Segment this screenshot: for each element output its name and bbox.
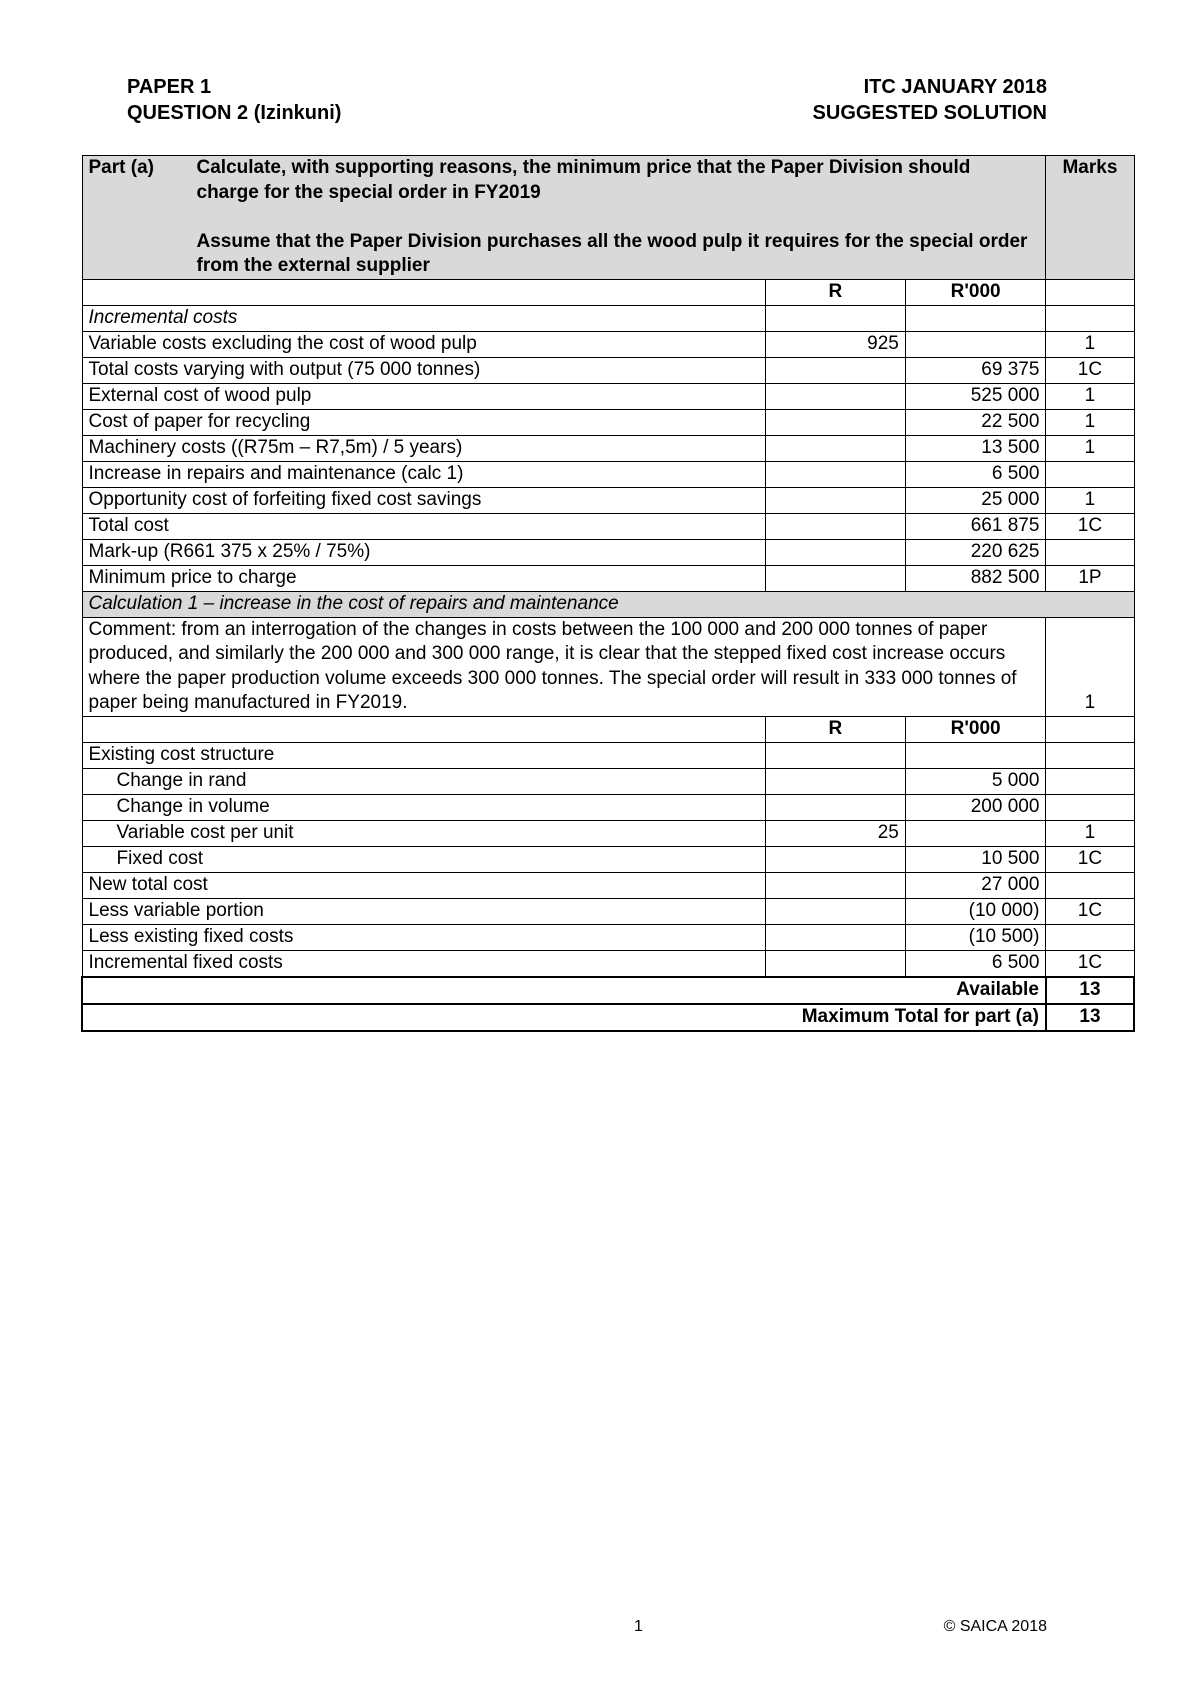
row-label: Variable costs excluding the cost of wood pulp <box>82 331 765 357</box>
marks-header: Marks <box>1046 156 1134 280</box>
available-marks: 13 <box>1046 977 1134 1004</box>
comment-text: Comment: from an interrogation of the changes in costs between the 100 000 and 200 000 tonnes of paper produced, and similarly the 200 000 and 300 000 range, it is clear that the stepped fixed cost increase occurs where the paper production volume exceeds 300 000 tonnes. The special order will result in 333 000 tonnes of paper being manufactured in FY2019. <box>82 617 1046 716</box>
table-row <box>82 461 1134 487</box>
row-r000-value: (10 000) <box>905 898 1046 924</box>
table-row <box>82 435 1134 461</box>
row-r-value <box>765 742 905 768</box>
row-r000-value: 661 875 <box>905 513 1046 539</box>
row-mark: 1 <box>1046 331 1134 357</box>
table-row <box>82 794 1134 820</box>
row-r000-value: (10 500) <box>905 924 1046 950</box>
row-label: Cost of paper for recycling <box>82 409 765 435</box>
row-r-value <box>765 487 905 513</box>
row-label: Mark-up (R661 375 x 25% / 75%) <box>82 539 765 565</box>
row-label: Opportunity cost of forfeiting fixed cost savings <box>82 487 765 513</box>
row-r-value <box>765 950 905 977</box>
column-header-row <box>82 279 1134 305</box>
row-r000-value: 6 500 <box>905 461 1046 487</box>
row-r-value <box>765 898 905 924</box>
row-mark: 1C <box>1046 357 1134 383</box>
col-header-r000: R'000 <box>905 279 1046 305</box>
row-r-value <box>765 409 905 435</box>
table-row <box>82 898 1134 924</box>
max-total-marks: 13 <box>1046 1004 1134 1031</box>
row-mark: 1P <box>1046 565 1134 591</box>
max-total-label: Maximum Total for part (a) <box>82 1004 1046 1031</box>
row-mark: 1 <box>1046 409 1134 435</box>
section-title-row <box>82 305 1134 331</box>
table-row <box>82 846 1134 872</box>
available-row <box>82 977 1134 1004</box>
row-r-value <box>765 846 905 872</box>
row-label: External cost of wood pulp <box>82 383 765 409</box>
row-label: Change in rand <box>82 768 765 794</box>
row-r000-value: 10 500 <box>905 846 1046 872</box>
row-mark <box>1046 794 1134 820</box>
row-r000-value: 220 625 <box>905 539 1046 565</box>
question-label: QUESTION 2 (Izinkuni) <box>127 102 342 124</box>
row-mark: 1C <box>1046 513 1134 539</box>
table-row <box>82 487 1134 513</box>
table-row <box>82 742 1134 768</box>
section-title: Incremental costs <box>82 305 765 331</box>
row-mark: 1 <box>1046 487 1134 513</box>
row-r-value: 925 <box>765 331 905 357</box>
page-number: 1 <box>634 1618 643 1635</box>
row-mark <box>1046 539 1134 565</box>
table-row <box>82 820 1134 846</box>
row-r000-value: 5 000 <box>905 768 1046 794</box>
copyright: © SAICA 2018 <box>943 1618 1047 1635</box>
max-total-row <box>82 1004 1134 1031</box>
solution-table-body <box>82 156 1134 1031</box>
row-r-value <box>765 357 905 383</box>
table-row <box>82 768 1134 794</box>
question-text-2: Assume that the Paper Division purchases all the wood pulp it requires for the special order from the external supplier <box>196 230 1028 276</box>
row-label: Fixed cost <box>82 846 765 872</box>
part-label: Part (a) <box>88 157 154 178</box>
row-r-value <box>765 513 905 539</box>
row-label: Machinery costs ((R75m – R7,5m) / 5 years) <box>82 435 765 461</box>
row-label: Increase in repairs and maintenance (calc 1) <box>82 461 765 487</box>
row-r-value <box>765 924 905 950</box>
header-right <box>813 74 1047 126</box>
row-r-value <box>765 768 905 794</box>
row-label: New total cost <box>82 872 765 898</box>
row-r000-value: 69 375 <box>905 357 1046 383</box>
table-row <box>82 383 1134 409</box>
table-row <box>82 409 1134 435</box>
row-label: Minimum price to charge <box>82 565 765 591</box>
row-mark: 1C <box>1046 846 1134 872</box>
calc-column-header-row <box>82 716 1134 742</box>
row-r000-value <box>905 331 1046 357</box>
row-r-value <box>765 435 905 461</box>
row-label: Variable cost per unit <box>82 820 765 846</box>
row-label: Total costs varying with output (75 000 tonnes) <box>82 357 765 383</box>
table-row <box>82 872 1134 898</box>
calc-title: Calculation 1 – increase in the cost of repairs and maintenance <box>82 591 1134 617</box>
question-row <box>82 156 1134 280</box>
row-r000-value: 525 000 <box>905 383 1046 409</box>
row-label: Less variable portion <box>82 898 765 924</box>
row-r000-value: 13 500 <box>905 435 1046 461</box>
row-mark <box>1046 872 1134 898</box>
table-row <box>82 331 1134 357</box>
row-mark: 1 <box>1046 820 1134 846</box>
header-left <box>127 74 341 126</box>
row-mark <box>1046 461 1134 487</box>
row-r000-value <box>905 742 1046 768</box>
table-row <box>82 539 1134 565</box>
question-cell <box>82 156 1046 280</box>
row-mark <box>1046 924 1134 950</box>
calc-col-header-r: R <box>765 716 905 742</box>
comment-row <box>82 617 1134 716</box>
row-mark <box>1046 768 1134 794</box>
row-mark: 1 <box>1046 435 1134 461</box>
table-row <box>82 513 1134 539</box>
exam-label: ITC JANUARY 2018 <box>863 76 1047 98</box>
row-label: Total cost <box>82 513 765 539</box>
table-row <box>82 565 1134 591</box>
row-r-value <box>765 872 905 898</box>
row-label: Change in volume <box>82 794 765 820</box>
row-r000-value: 25 000 <box>905 487 1046 513</box>
row-label: Existing cost structure <box>82 742 765 768</box>
row-r000-value: 27 000 <box>905 872 1046 898</box>
question-text <box>197 156 1029 279</box>
row-r-value <box>765 539 905 565</box>
comment-mark: 1 <box>1046 617 1134 716</box>
solution-table <box>81 155 1135 1032</box>
col-header-r: R <box>765 279 905 305</box>
table-row <box>82 924 1134 950</box>
row-r-value <box>765 383 905 409</box>
row-label: Less existing fixed costs <box>82 924 765 950</box>
row-label: Incremental fixed costs <box>82 950 765 977</box>
calc-col-header-r000: R'000 <box>905 716 1046 742</box>
paper-label: PAPER 1 <box>127 76 212 98</box>
row-r000-value: 200 000 <box>905 794 1046 820</box>
row-r000-value: 6 500 <box>905 950 1046 977</box>
table-row <box>82 950 1134 977</box>
row-r000-value: 22 500 <box>905 409 1046 435</box>
row-mark: 1 <box>1046 383 1134 409</box>
row-mark: 1C <box>1046 950 1134 977</box>
row-r000-value <box>905 820 1046 846</box>
table-row <box>82 357 1134 383</box>
row-mark: 1C <box>1046 898 1134 924</box>
available-label: Available <box>82 977 1046 1004</box>
row-mark <box>1046 742 1134 768</box>
question-text-1: Calculate, with supporting reasons, the minimum price that the Paper Division should charge for the special order in FY2019 <box>196 157 971 203</box>
row-r-value <box>765 461 905 487</box>
row-r-value <box>765 565 905 591</box>
calc-title-row <box>82 591 1134 617</box>
row-r-value <box>765 794 905 820</box>
solution-label: SUGGESTED SOLUTION <box>812 102 1047 124</box>
row-r-value: 25 <box>765 820 905 846</box>
row-r000-value: 882 500 <box>905 565 1046 591</box>
